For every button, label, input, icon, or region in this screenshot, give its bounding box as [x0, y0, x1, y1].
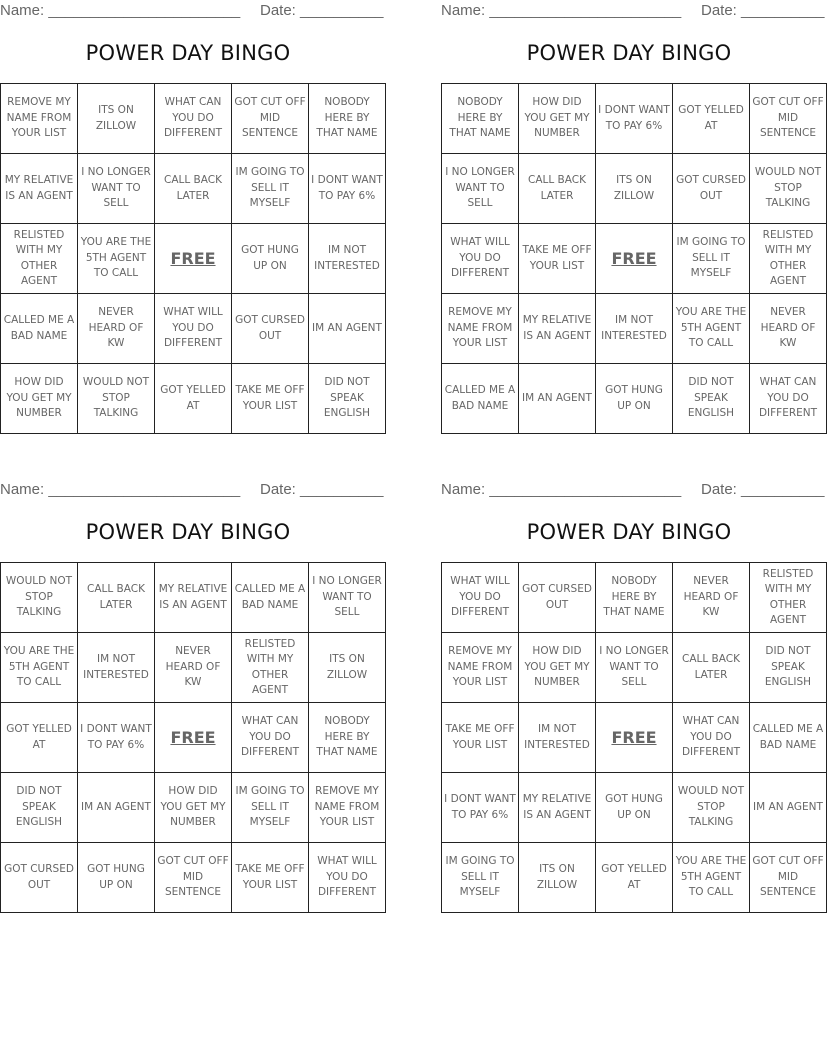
bingo-cell[interactable]: GOT CURSED OUT: [519, 563, 596, 633]
bingo-cell[interactable]: GOT CURSED OUT: [673, 154, 750, 224]
bingo-cell[interactable]: GOT CURSED OUT: [1, 843, 78, 913]
bingo-cell[interactable]: I DONT WANT TO PAY 6%: [309, 154, 386, 224]
bingo-cell[interactable]: WHAT CAN YOU DO DIFFERENT: [232, 703, 309, 773]
bingo-cell[interactable]: MY RELATIVE IS AN AGENT: [519, 294, 596, 364]
bingo-cell[interactable]: IM AN AGENT: [519, 364, 596, 434]
bingo-cell[interactable]: NEVER HEARD OF KW: [673, 563, 750, 633]
bingo-cell[interactable]: ITS ON ZILLOW: [78, 84, 155, 154]
bingo-cell[interactable]: ITS ON ZILLOW: [309, 633, 386, 703]
bingo-cell[interactable]: WHAT WILL YOU DO DIFFERENT: [442, 224, 519, 294]
card-title: POWER DAY BINGO: [526, 520, 732, 544]
bingo-cell[interactable]: IM AN AGENT: [78, 773, 155, 843]
bingo-cell[interactable]: WOULD NOT STOP TALKING: [750, 154, 827, 224]
bingo-row: [1, 773, 386, 843]
bingo-cell[interactable]: MY RELATIVE IS AN AGENT: [519, 773, 596, 843]
bingo-row: [1, 224, 386, 294]
card-header: [441, 479, 825, 501]
bingo-cell[interactable]: I NO LONGER WANT TO SELL: [442, 154, 519, 224]
bingo-cell[interactable]: GOT HUNG UP ON: [596, 364, 673, 434]
bingo-cell[interactable]: CALL BACK LATER: [519, 154, 596, 224]
bingo-cell[interactable]: RELISTED WITH MY OTHER AGENT: [1, 224, 78, 294]
bingo-cell[interactable]: RELISTED WITH MY OTHER AGENT: [750, 224, 827, 294]
free-space[interactable]: FREE: [155, 703, 232, 773]
bingo-cell[interactable]: GOT HUNG UP ON: [232, 224, 309, 294]
bingo-cell[interactable]: CALLED ME A BAD NAME: [1, 294, 78, 364]
bingo-cell[interactable]: IM AN AGENT: [750, 773, 827, 843]
bingo-cell[interactable]: IM NOT INTERESTED: [78, 633, 155, 703]
bingo-grid: [0, 562, 386, 913]
bingo-row: [1, 843, 386, 913]
bingo-cell[interactable]: HOW DID YOU GET MY NUMBER: [155, 773, 232, 843]
bingo-cell[interactable]: CALLED ME A BAD NAME: [442, 364, 519, 434]
bingo-cell[interactable]: REMOVE MY NAME FROM YOUR LIST: [442, 294, 519, 364]
bingo-cell[interactable]: TAKE ME OFF YOUR LIST: [232, 843, 309, 913]
bingo-grid: [441, 83, 827, 434]
name-field: Name: _______________________: [0, 2, 241, 19]
bingo-cell[interactable]: HOW DID YOU GET MY NUMBER: [1, 364, 78, 434]
bingo-cell[interactable]: GOT YELLED AT: [155, 364, 232, 434]
bingo-card: [441, 0, 825, 420]
bingo-cell[interactable]: NOBODY HERE BY THAT NAME: [309, 703, 386, 773]
bingo-card: [0, 479, 384, 899]
bingo-cell[interactable]: GOT CUT OFF MID SENTENCE: [155, 843, 232, 913]
bingo-cell[interactable]: DID NOT SPEAK ENGLISH: [309, 364, 386, 434]
bingo-row: [442, 633, 827, 703]
bingo-row: [442, 563, 827, 633]
bingo-cell[interactable]: NEVER HEARD OF KW: [750, 294, 827, 364]
bingo-cell[interactable]: ITS ON ZILLOW: [596, 154, 673, 224]
bingo-cell[interactable]: ITS ON ZILLOW: [519, 843, 596, 913]
bingo-cell[interactable]: GOT YELLED AT: [596, 843, 673, 913]
bingo-cell[interactable]: REMOVE MY NAME FROM YOUR LIST: [309, 773, 386, 843]
card-title: POWER DAY BINGO: [85, 520, 291, 544]
bingo-cell[interactable]: IM NOT INTERESTED: [519, 703, 596, 773]
bingo-cell[interactable]: I DONT WANT TO PAY 6%: [442, 773, 519, 843]
free-space[interactable]: FREE: [596, 703, 673, 773]
bingo-row: [442, 703, 827, 773]
bingo-cell[interactable]: I DONT WANT TO PAY 6%: [596, 84, 673, 154]
bingo-cell[interactable]: WOULD NOT STOP TALKING: [78, 364, 155, 434]
bingo-cell[interactable]: I NO LONGER WANT TO SELL: [78, 154, 155, 224]
bingo-cell[interactable]: YOU ARE THE 5TH AGENT TO CALL: [673, 294, 750, 364]
bingo-cell[interactable]: IM GOING TO SELL IT MYSELF: [232, 773, 309, 843]
bingo-row: [442, 364, 827, 434]
bingo-row: [1, 84, 386, 154]
name-field: Name: _______________________: [0, 481, 241, 498]
bingo-cell[interactable]: NOBODY HERE BY THAT NAME: [442, 84, 519, 154]
bingo-row: [442, 224, 827, 294]
bingo-cell[interactable]: CALL BACK LATER: [673, 633, 750, 703]
bingo-grid: [441, 562, 827, 913]
bingo-cell[interactable]: IM NOT INTERESTED: [309, 224, 386, 294]
bingo-cell[interactable]: GOT CURSED OUT: [232, 294, 309, 364]
bingo-row: [1, 563, 386, 633]
bingo-cell[interactable]: DID NOT SPEAK ENGLISH: [1, 773, 78, 843]
bingo-cell[interactable]: RELISTED WITH MY OTHER AGENT: [232, 633, 309, 703]
bingo-cell[interactable]: NEVER HEARD OF KW: [155, 633, 232, 703]
bingo-row: [442, 294, 827, 364]
bingo-cell[interactable]: NOBODY HERE BY THAT NAME: [596, 563, 673, 633]
bingo-cell[interactable]: REMOVE MY NAME FROM YOUR LIST: [1, 84, 78, 154]
bingo-cell[interactable]: WHAT WILL YOU DO DIFFERENT: [442, 563, 519, 633]
bingo-cell[interactable]: YOU ARE THE 5TH AGENT TO CALL: [673, 843, 750, 913]
bingo-cell[interactable]: WHAT CAN YOU DO DIFFERENT: [673, 703, 750, 773]
bingo-cell[interactable]: GOT HUNG UP ON: [78, 843, 155, 913]
bingo-row: [1, 703, 386, 773]
bingo-cell[interactable]: NEVER HEARD OF KW: [78, 294, 155, 364]
bingo-cell[interactable]: HOW DID YOU GET MY NUMBER: [519, 633, 596, 703]
date-field: Date: __________: [260, 2, 384, 19]
bingo-cell[interactable]: WHAT CAN YOU DO DIFFERENT: [155, 84, 232, 154]
date-field: Date: __________: [701, 2, 825, 19]
bingo-cell[interactable]: CALLED ME A BAD NAME: [750, 703, 827, 773]
bingo-cell[interactable]: REMOVE MY NAME FROM YOUR LIST: [442, 633, 519, 703]
bingo-row: [442, 773, 827, 843]
bingo-row: [442, 84, 827, 154]
bingo-cell[interactable]: TAKE ME OFF YOUR LIST: [232, 364, 309, 434]
bingo-cell[interactable]: IM AN AGENT: [309, 294, 386, 364]
free-space[interactable]: FREE: [155, 224, 232, 294]
bingo-cell[interactable]: CALLED ME A BAD NAME: [232, 563, 309, 633]
bingo-cell[interactable]: I DONT WANT TO PAY 6%: [78, 703, 155, 773]
bingo-cell[interactable]: WOULD NOT STOP TALKING: [673, 773, 750, 843]
bingo-row: [1, 154, 386, 224]
card-header: [0, 479, 384, 501]
bingo-cell[interactable]: IM GOING TO SELL IT MYSELF: [442, 843, 519, 913]
bingo-cell[interactable]: WHAT CAN YOU DO DIFFERENT: [750, 364, 827, 434]
bingo-cell[interactable]: WHAT WILL YOU DO DIFFERENT: [155, 294, 232, 364]
bingo-cell[interactable]: GOT CUT OFF MID SENTENCE: [750, 84, 827, 154]
bingo-row: [442, 154, 827, 224]
bingo-cell[interactable]: RELISTED WITH MY OTHER AGENT: [750, 563, 827, 633]
bingo-cell[interactable]: IM GOING TO SELL IT MYSELF: [673, 224, 750, 294]
card-header: [441, 0, 825, 22]
bingo-cell[interactable]: WHAT WILL YOU DO DIFFERENT: [309, 843, 386, 913]
bingo-cell[interactable]: HOW DID YOU GET MY NUMBER: [519, 84, 596, 154]
bingo-cell[interactable]: GOT HUNG UP ON: [596, 773, 673, 843]
bingo-cell[interactable]: CALL BACK LATER: [155, 154, 232, 224]
bingo-cell[interactable]: I NO LONGER WANT TO SELL: [596, 633, 673, 703]
bingo-cell[interactable]: NOBODY HERE BY THAT NAME: [309, 84, 386, 154]
bingo-cell[interactable]: MY RELATIVE IS AN AGENT: [155, 563, 232, 633]
free-space[interactable]: FREE: [596, 224, 673, 294]
date-field: Date: __________: [260, 481, 384, 498]
bingo-cell[interactable]: YOU ARE THE 5TH AGENT TO CALL: [1, 633, 78, 703]
bingo-card: [441, 479, 825, 899]
bingo-cell[interactable]: GOT CUT OFF MID SENTENCE: [232, 84, 309, 154]
bingo-cell[interactable]: I NO LONGER WANT TO SELL: [309, 563, 386, 633]
bingo-cell[interactable]: YOU ARE THE 5TH AGENT TO CALL: [78, 224, 155, 294]
bingo-row: [442, 843, 827, 913]
card-title: POWER DAY BINGO: [85, 41, 291, 65]
bingo-row: [1, 364, 386, 434]
bingo-cell[interactable]: DID NOT SPEAK ENGLISH: [750, 633, 827, 703]
bingo-grid: [0, 83, 386, 434]
bingo-card: [0, 0, 384, 420]
bingo-cell[interactable]: TAKE ME OFF YOUR LIST: [442, 703, 519, 773]
bingo-row: [1, 633, 386, 703]
bingo-cell[interactable]: DID NOT SPEAK ENGLISH: [673, 364, 750, 434]
bingo-row: [1, 294, 386, 364]
bingo-cell[interactable]: GOT YELLED AT: [1, 703, 78, 773]
bingo-cell[interactable]: GOT CUT OFF MID SENTENCE: [750, 843, 827, 913]
bingo-cell[interactable]: GOT YELLED AT: [673, 84, 750, 154]
bingo-cell[interactable]: CALL BACK LATER: [78, 563, 155, 633]
date-field: Date: __________: [701, 481, 825, 498]
name-field: Name: _______________________: [441, 481, 682, 498]
card-title: POWER DAY BINGO: [526, 41, 732, 65]
bingo-cell[interactable]: IM GOING TO SELL IT MYSELF: [232, 154, 309, 224]
bingo-cell[interactable]: IM NOT INTERESTED: [596, 294, 673, 364]
name-field: Name: _______________________: [441, 2, 682, 19]
bingo-cell[interactable]: MY RELATIVE IS AN AGENT: [1, 154, 78, 224]
bingo-cell[interactable]: TAKE ME OFF YOUR LIST: [519, 224, 596, 294]
card-header: [0, 0, 384, 22]
bingo-cell[interactable]: WOULD NOT STOP TALKING: [1, 563, 78, 633]
